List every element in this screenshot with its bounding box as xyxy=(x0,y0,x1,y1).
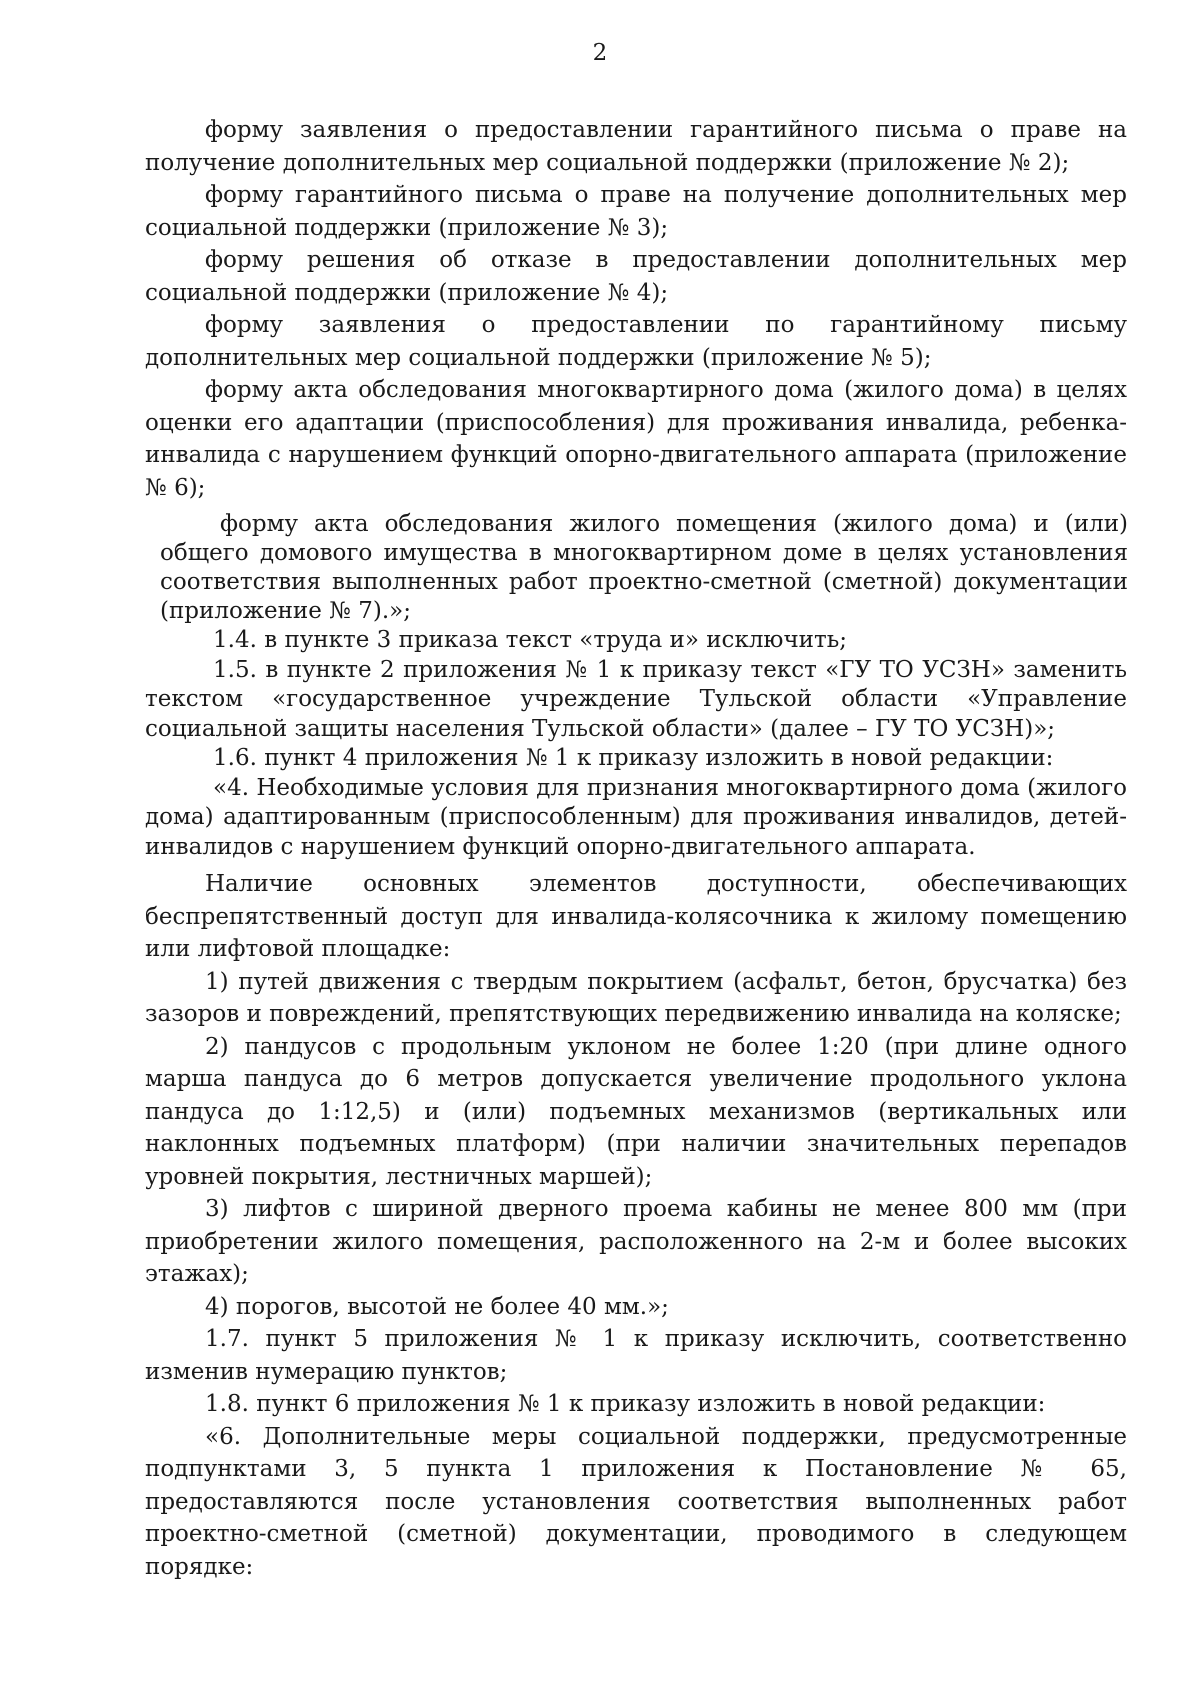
paragraph: 1.4. в пункте 3 приказа текст «труда и» исключить; xyxy=(213,627,847,653)
paragraph: 4) порогов, высотой не более 40 мм.»; xyxy=(205,1293,669,1320)
document-body-section-conditions xyxy=(145,868,1127,1583)
document-body-section-forms xyxy=(145,114,1127,504)
paragraph: 1) путей движения с твердым покрытием (асфальт, бетон, брусчатка) без зазоров и повреждений, препятствующих передвижению инвалида на коляске; xyxy=(145,968,1127,1027)
paragraph: форму гарантийного письма о праве на получение дополнительных мер социальной поддержки (приложение № 3); xyxy=(145,182,1127,241)
paragraph: Наличие основных элементов доступности, обеспечивающих беспрепятственный доступ для инвалида-колясочника к жилому помещению или лифтовой площадке: xyxy=(145,871,1127,962)
paragraph: форму заявления о предоставлении гарантийного письма о праве на получение дополнительных мер социальной поддержки (приложение № 2); xyxy=(145,117,1127,176)
paragraph: 1.8. пункт 6 приложения № 1 к приказу изложить в новой редакции: xyxy=(205,1391,1046,1417)
paragraph: форму акта обследования многоквартирного дома (жилого дома) в целях оценки его адаптации (приспособления) для проживания инвалида, ребенка-инвалида с нарушением функций опорно-двигательного аппарата (приложение № 6); xyxy=(145,377,1127,501)
paragraph: 1.5. в пункте 2 приложения № 1 к приказу текст «ГУ ТО УСЗН» заменить текстом «государственное учреждение Тульской области «Управление социальной защиты населения Тульской области» (далее – ГУ ТО УСЗН)»; xyxy=(145,656,1127,742)
paragraph: 3) лифтов с шириной дверного проема кабины не менее 800 мм (при приобретении жилого помещения, расположенного на 2-м и более высоких этажах); xyxy=(145,1196,1127,1287)
paragraph: 2) пандусов с продольным уклоном не более 1:20 (при длине одного марша пандуса до 6 метров допускается увеличение продольного уклона пандуса до 1:12,5) и (или) подъемных механизмов (вертикальных или наклонных подъемных платформ) (при наличии значительных перепадов уровней покрытия, лестничных маршей); xyxy=(145,1033,1127,1190)
document-body-section-amendments xyxy=(145,626,1127,862)
paragraph: 1.7. пункт 5 приложения № 1 к приказу исключить, соответственно изменив нумерацию пунктов; xyxy=(145,1326,1127,1385)
paragraph: форму решения об отказе в предоставлении дополнительных мер социальной поддержки (приложение № 4); xyxy=(145,247,1127,306)
page-number: 2 xyxy=(592,40,608,66)
paragraph: «4. Необходимые условия для признания многоквартирного дома (жилого дома) адаптированным (приспособленным) для проживания инвалидов, детей-инвалидов с нарушением функций опорно-двигательного аппарата. xyxy=(145,774,1127,860)
paragraph: «6. Дополнительные меры социальной поддержки, предусмотренные подпунктами 3, 5 пункта 1 приложения к Постановление № 65, предоставляются после установления соответствия выполненных работ проектно-сметной (сметной) документации, проводимого в следующем порядке: xyxy=(145,1423,1127,1580)
document-body-section-form-7 xyxy=(160,510,1128,626)
paragraph: форму заявления о предоставлении по гарантийному письму дополнительных мер социальной поддержки (приложение № 5); xyxy=(145,312,1127,371)
paragraph: форму акта обследования жилого помещения (жилого дома) и (или) общего домового имущества в многоквартирном доме в целях установления соответствия выполненных работ проектно-сметной (сметной) документации (приложение № 7).»; xyxy=(160,511,1128,624)
paragraph: 1.6. пункт 4 приложения № 1 к приказу изложить в новой редакции: xyxy=(213,745,1054,771)
